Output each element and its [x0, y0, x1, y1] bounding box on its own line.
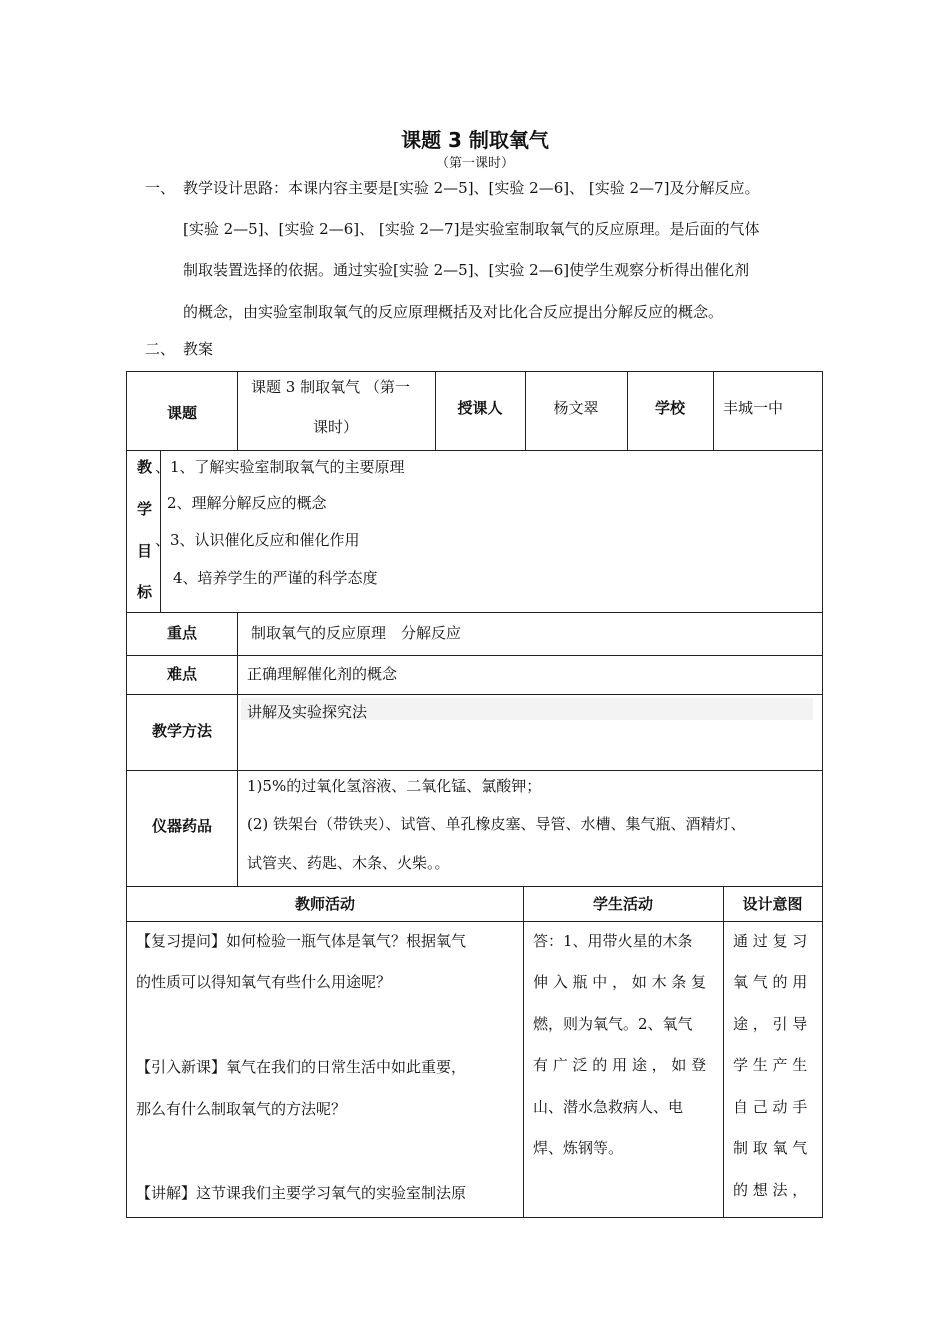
- goals-label-char: 目: [137, 542, 153, 560]
- section1-number: 一、: [145, 179, 176, 197]
- student-activity-line: 伸 入 瓶 中 ， 如 木 条 复: [533, 973, 707, 991]
- design-intent-line: 通 过 复 习: [733, 932, 808, 950]
- goal-item: 、1、了解实验室制取氧气的主要原理: [155, 458, 405, 476]
- design-intent-line: 自 己 动 手: [733, 1098, 808, 1116]
- goal-item: 、3、认识催化反应和催化作用: [155, 531, 360, 549]
- method-label: 教学方法: [151, 722, 212, 740]
- teacher-activity-line: 【复习提问】如何检验一瓶气体是氧气？根据氧气: [136, 932, 467, 950]
- student-activity-line: 焊、炼钢等。: [533, 1139, 624, 1157]
- section1-line: 的概念，由实验室制取氧气的反应原理概括及对比化合反应提出分解反应的概念。: [183, 303, 724, 321]
- goals-label-char: 标: [137, 583, 153, 601]
- method-value: 讲解及实验探究法: [247, 703, 368, 721]
- lesson-plan-table: [126, 371, 823, 1218]
- teacher-activity-line: 【引入新课】氧气在我们的日常生活中如此重要，: [136, 1058, 467, 1076]
- design-intent-line: 氧 气 的 用: [733, 973, 808, 991]
- design-intent-line: 学 生 产 生: [733, 1056, 808, 1074]
- section1-line: 教学设计思路：本课内容主要是[实验 2—5]、[实验 2—6]、 [实验 2—7]及分解反应。: [183, 179, 760, 197]
- teacher-activity-line: 【讲解】这节课我们主要学习氧气的实验室制法原: [136, 1184, 467, 1202]
- design-intent-header: 设计意图: [742, 895, 803, 913]
- section1-line: [实验 2—5]、[实验 2—6]、 [实验 2—7]是实验室制取氧气的反应原理。是后面的气体: [183, 220, 760, 238]
- topic-label: 课题: [166, 404, 197, 422]
- materials-line: (2) 铁架台（带铁夹）、试管、单孔橡皮塞、导管、水槽、集气瓶、酒精灯、: [247, 815, 746, 833]
- topic-value: 课题 3 制取氧气 （第一: [251, 378, 410, 396]
- school-name: 丰城一中: [723, 399, 784, 417]
- goal-item: 4、培养学生的严谨的科学态度: [173, 569, 378, 587]
- school-label: 学校: [654, 399, 685, 417]
- student-activity-line: 燃，则为氧气。2、氧气: [533, 1015, 693, 1033]
- design-intent-line: 途 ， 引 导: [733, 1015, 808, 1033]
- section2-number: 二、: [145, 340, 176, 358]
- document-subtitle: （第一课时）: [435, 156, 514, 171]
- teacher-activity-line: 那么有什么制取氧气的方法呢？: [136, 1100, 347, 1118]
- document-title: 课题 3 制取氧气: [401, 128, 549, 152]
- materials-label: 仪器药品: [151, 817, 212, 835]
- teacher-label: 授课人: [457, 399, 503, 417]
- teacher-name: 杨文翠: [553, 399, 599, 417]
- topic-value-cont: 课时）: [313, 418, 359, 436]
- design-intent-line: 制 取 氧 气: [733, 1139, 808, 1157]
- student-activity-line: 答：1、用带火星的木条: [533, 932, 693, 950]
- teacher-activity-header: 教师活动: [294, 895, 355, 913]
- student-activity-line: 山、潜水急救病人、电: [533, 1098, 684, 1116]
- goal-item: 2、理解分解反应的概念: [167, 494, 327, 512]
- student-activity-line: 有 广 泛 的 用 途 ， 如 登: [533, 1056, 707, 1074]
- key-point-label: 重点: [166, 624, 197, 642]
- design-intent-line: 的 想 法 ，: [733, 1181, 808, 1199]
- student-activity-header: 学生活动: [592, 895, 653, 913]
- materials-line: 1)5%的过氧化氢溶液、二氧化锰、氯酸钾；: [247, 777, 542, 795]
- goals-label-char: 教: [137, 458, 153, 476]
- difficulty-value: 正确理解催化剂的概念: [247, 665, 398, 683]
- difficulty-label: 难点: [166, 665, 197, 683]
- goals-label-char: 学: [137, 500, 153, 518]
- section2-label: 教案: [183, 340, 214, 358]
- materials-line: 试管夹、药匙、木条、火柴。。: [247, 854, 450, 872]
- key-point-value: 制取氧气的反应原理 分解反应: [251, 624, 462, 642]
- teacher-activity-line: 的性质可以得知氧气有些什么用途呢？: [136, 973, 392, 991]
- section1-line: 制取装置选择的依据。通过实验[实验 2—5]、[实验 2—6]使学生观察分析得出催化剂: [183, 261, 750, 279]
